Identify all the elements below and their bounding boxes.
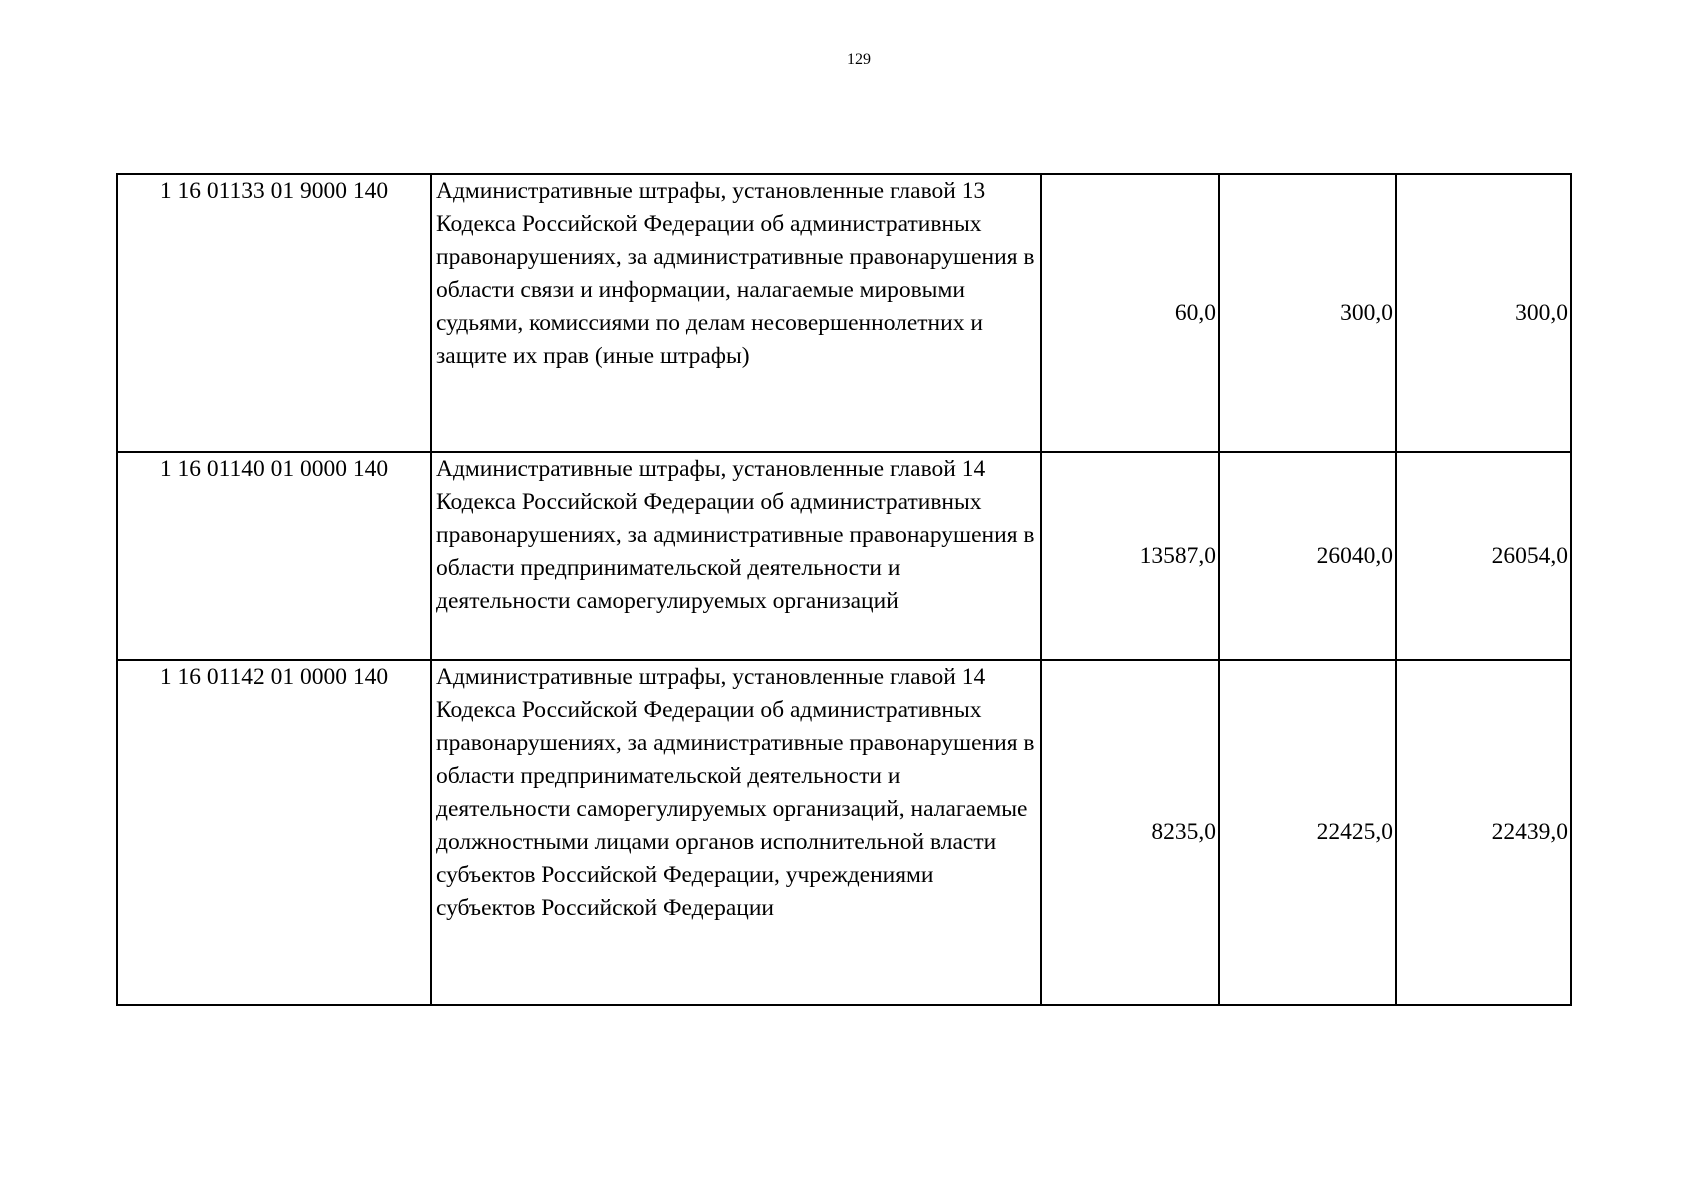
value-cell-2: 300,0: [1219, 174, 1396, 452]
revenue-table: [116, 173, 1572, 1006]
page-number: 129: [847, 51, 871, 68]
description-cell: Административные штрафы, установленные главой 14 Кодекса Российской Федерации об административных правонарушениях, за административные правонарушения в области предпринимательской деятельности и деятельности саморегулируемых организаций: [431, 452, 1041, 660]
budget-code-cell: 1 16 01142 01 0000 140: [117, 660, 431, 1005]
table-row: [117, 660, 1571, 1005]
value-cell-2: 26040,0: [1219, 452, 1396, 660]
value-cell-1: 60,0: [1041, 174, 1219, 452]
description-cell: Административные штрафы, установленные главой 14 Кодекса Российской Федерации об административных правонарушениях, за административные правонарушения в области предпринимательской деятельности и деятельности саморегулируемых организаций, налагаемые должностными лицами органов исполнительной власти субъектов Российской Федерации, учреждениями субъектов Российской Федерации: [431, 660, 1041, 1005]
value-cell-1: 8235,0: [1041, 660, 1219, 1005]
table-row: [117, 174, 1571, 452]
value-cell-2: 22425,0: [1219, 660, 1396, 1005]
value-cell-3: 22439,0: [1396, 660, 1571, 1005]
table-row: [117, 452, 1571, 660]
budget-code-cell: 1 16 01140 01 0000 140: [117, 452, 431, 660]
value-cell-3: 26054,0: [1396, 452, 1571, 660]
description-cell: Административные штрафы, установленные главой 13 Кодекса Российской Федерации об административных правонарушениях, за административные правонарушения в области связи и информации, налагаемые мировыми судьями, комиссиями по делам несовершеннолетних и защите их прав (иные штрафы): [431, 174, 1041, 452]
budget-code-cell: 1 16 01133 01 9000 140: [117, 174, 431, 452]
value-cell-1: 13587,0: [1041, 452, 1219, 660]
value-cell-3: 300,0: [1396, 174, 1571, 452]
